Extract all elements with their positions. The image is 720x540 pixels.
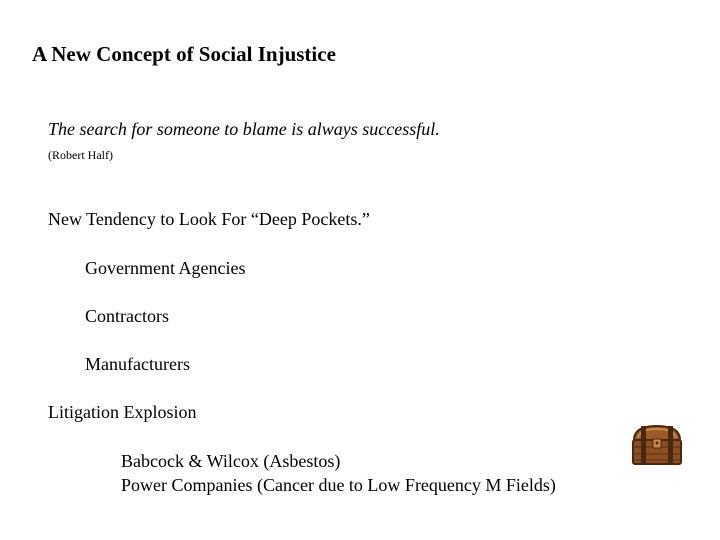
quote-author: (Robert Half) [48,148,113,162]
bullet-power-companies: Power Companies (Cancer due to Low Frequency M Fields) [121,475,556,495]
bullet-contractors: Contractors [85,306,169,326]
bullet-government-agencies: Government Agencies [85,258,246,278]
slide-title: A New Concept of Social Injustice [32,42,336,66]
bullet-deep-pockets: New Tendency to Look For “Deep Pockets.” [48,209,370,229]
bullet-manufacturers: Manufacturers [85,354,190,374]
quote-text: The search for someone to blame is always successful. [48,119,440,139]
bullet-babcock-wilcox: Babcock & Wilcox (Asbestos) [121,451,341,471]
bullet-litigation-explosion: Litigation Explosion [48,402,197,422]
treasure-chest-icon [628,420,686,468]
